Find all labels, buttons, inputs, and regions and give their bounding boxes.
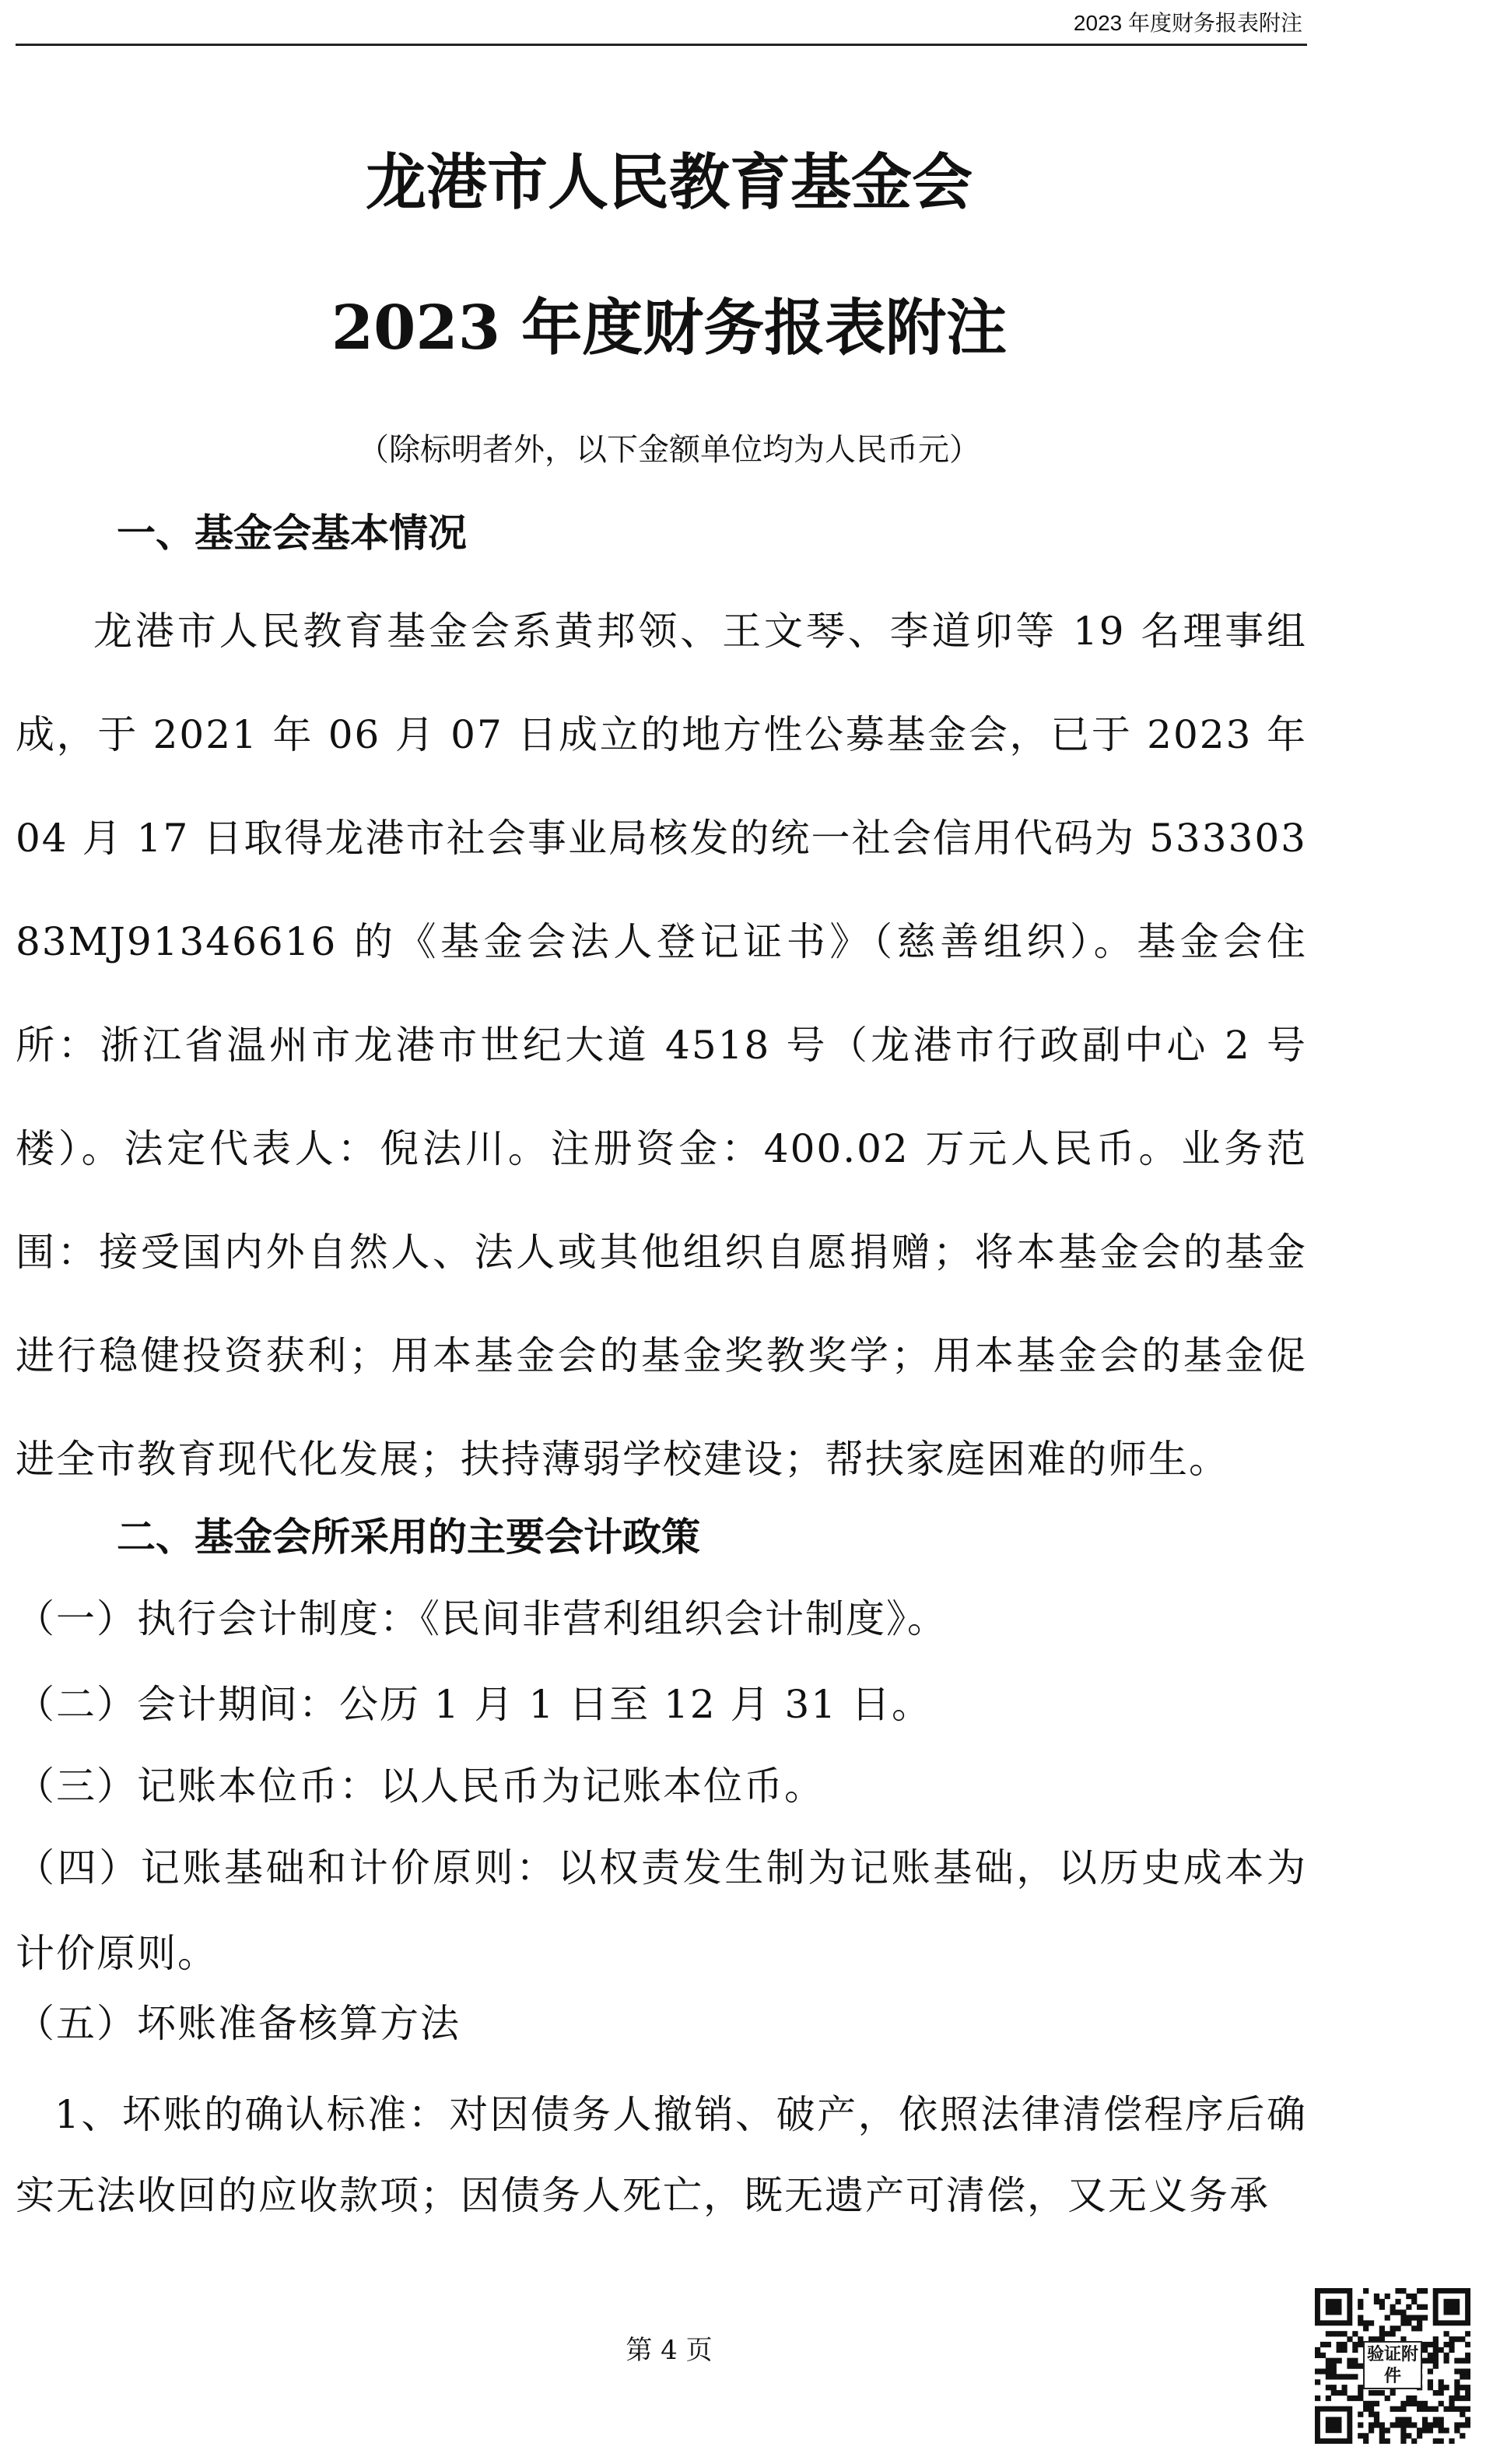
section-1-body: 龙港市人民教育基金会系黄邦领、王文琴、李道卯等 19 名理事组成，于 2021 年 06 月 07 日成立的地方性公募基金会，已于 2023 年 04 月 17 日取得龙港市社会事业局核发的统一社会信用代码为 53330383MJ91346616 的《基金会法人登记证书》（慈善组织）。基金会住所：浙江省温州市龙港市世纪大道 4518 号（龙港市行政副中心 2 号楼）。法定代表人：倪法川。注册资金：400.02 万元人民币。业务范围：接受国内外自然人、法人或其他组织自愿捐赠；将本基金会的基金进行稳健投资获利；用本基金会的基金奖教奖学；用本基金会的基金促进全市教育现代化发展；扶持薄弱学校建设；帮扶家庭困难的师生。: [16, 609, 1307, 1482]
document-subtitle-title: 2023 年度财务报表附注: [331, 293, 1008, 363]
qr-verify-label: 验证附件: [1363, 2341, 1422, 2389]
section-2-heading: 二、基金会所采用的主要会计政策: [117, 1514, 700, 1560]
policy-item-3: （三）记账本位币：以人民币为记账本位币。: [16, 1764, 825, 1809]
qr-code[interactable]: [1315, 2288, 1470, 2444]
policy-item-5: （五）坏账准备核算方法: [16, 2001, 461, 2046]
page-header: 2023 年度财务报表附注: [1073, 11, 1302, 35]
section-1-heading: 一、基金会基本情况: [117, 510, 467, 556]
header-divider: [16, 44, 1307, 46]
policy-item-4: （四）记账基础和计价原则：以权责发生制为记账基础，以历史成本为计价原则。: [16, 1845, 1307, 1976]
bad-debt-criteria: 1、坏账的确认标准：对因债务人撤销、破产，依照法律清偿程序后确实无法收回的应收款项；因债务人死亡，既无遗产可清偿，又无义务承: [16, 2092, 1307, 2218]
policy-item-1: （一）执行会计制度：《民间非营利组织会计制度》。: [16, 1596, 948, 1641]
page-number: 第 4 页: [626, 2335, 713, 2366]
currency-note: （除标明者外，以下金额单位均为人民币元）: [358, 432, 980, 468]
document-title: 龙港市人民教育基金会: [365, 147, 973, 218]
policy-item-2: （二）会计期间：公历 1 月 1 日至 12 月 31 日。: [16, 1682, 933, 1727]
